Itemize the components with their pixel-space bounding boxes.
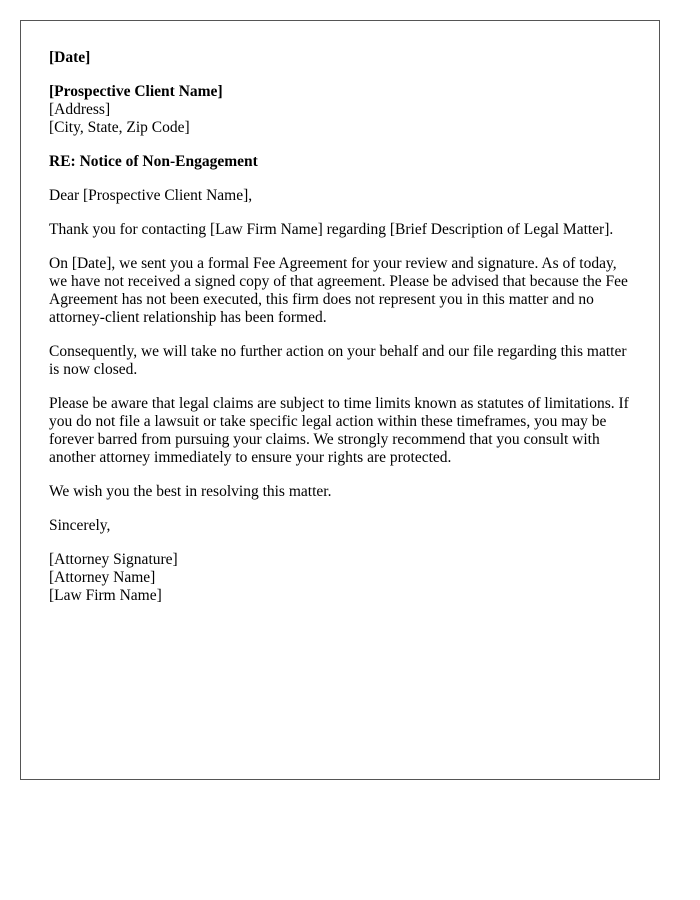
paragraph-well-wishes: We wish you the best in resolving this matter. [49,483,332,500]
letter-page [20,20,660,780]
letter-salutation: Dear [Prospective Client Name], [49,187,253,204]
recipient-name: [Prospective Client Name] [49,83,223,100]
letter-subject: RE: Notice of Non-Engagement [49,153,258,170]
paragraph-fee-agreement: On [Date], we sent you a formal Fee Agreement for your review and signature. As of today, we have not received a signed copy of that agreement. Please be advised that because the Fee Agreement has not been executed, this firm does not represent you in this matter and no attorney-client relationship has been formed. [49,255,628,326]
paragraph-statute-warning: Please be aware that legal claims are subject to time limits known as statutes of limitations. If you do not file a lawsuit or take specific legal action within these timeframes, you may be forever barred from pursuing your claims. We strongly recommend that you consult with another attorney immediately to ensure your rights are protected. [49,395,629,466]
letter-closing: Sincerely, [49,517,111,534]
recipient-city-state-zip: [City, State, Zip Code] [49,119,190,136]
law-firm-name: [Law Firm Name] [49,587,162,604]
signature-block [49,551,631,605]
recipient-address: [Address] [49,101,111,118]
paragraph-intro: Thank you for contacting [Law Firm Name] regarding [Brief Description of Legal Matter]. [49,221,614,238]
recipient-block [49,83,631,137]
letter-date: [Date] [49,49,91,66]
attorney-signature: [Attorney Signature] [49,551,178,568]
paragraph-file-closed: Consequently, we will take no further action on your behalf and our file regarding this matter is now closed. [49,343,627,378]
attorney-name: [Attorney Name] [49,569,156,586]
